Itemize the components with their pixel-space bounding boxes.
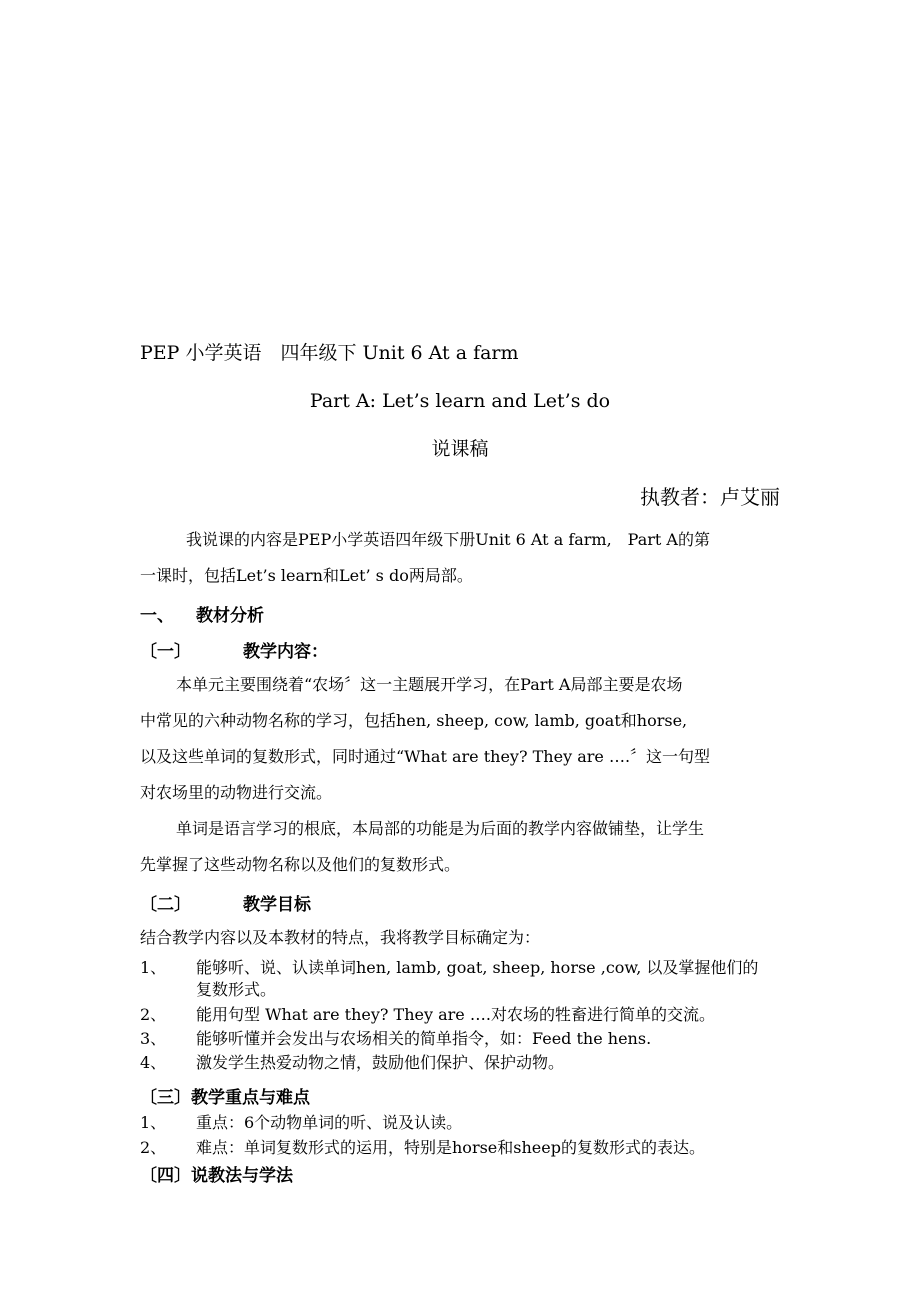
list-text: 能用句型 What are they? They are ….对农场的牲畜进行简单的交流。	[196, 1005, 715, 1024]
content-line-6: 先掌握了这些动物名称以及他们的复数形式。	[140, 855, 461, 874]
section-number: 一、	[140, 606, 174, 626]
list-item	[140, 1028, 790, 1050]
list-text: 激发学生热爱动物之情，鼓励他们保护、保护动物。	[196, 1053, 565, 1072]
section-title: 教材分析	[196, 606, 264, 626]
list-number: 1、	[140, 1113, 167, 1132]
list-item	[140, 1137, 790, 1159]
content-line-4: 对农场里的动物进行交流。	[140, 783, 333, 802]
content-line-5: 单词是语言学习的根底，本局部的功能是为后面的教学内容做铺垫，让学生	[176, 819, 705, 838]
subsection-title: 教学目标	[243, 895, 311, 915]
list-number: 1、	[140, 958, 167, 977]
subsection-heading-1	[140, 637, 328, 662]
content-line-1: 本单元主要围绕着“农场〞这一主题展开学习，在Part A局部主要是农场	[176, 675, 683, 694]
list-number: 2、	[140, 1005, 167, 1024]
list-number: 3、	[140, 1029, 167, 1048]
list-text-cont: 复数形式。	[196, 980, 277, 999]
list-text: 能够听、说、认读单词hen, lamb, goat, sheep, horse ,cow, 以及掌握他们的	[196, 958, 759, 977]
section-heading-1	[140, 601, 264, 626]
list-item	[140, 1052, 790, 1074]
doc-title-line1: PEP 小学英语 四年级下 Unit 6 At a farm	[140, 342, 519, 364]
subsection-heading-3: 〔三〕教学重点与难点	[140, 1088, 310, 1108]
subsection-number: 〔一〕	[140, 642, 191, 662]
list-text: 重点：6个动物单词的听、说及认读。	[196, 1113, 463, 1132]
doc-title-line2: Part A: Let’s learn and Let’s do	[309, 390, 611, 412]
goals-intro: 结合教学内容以及本教材的特点，我将教学目标确定为：	[140, 928, 541, 947]
intro-line-1: 我说课的内容是PEP小学英语四年级下册Unit 6 At a farm, Part A的第	[186, 530, 710, 549]
content-line-3: 以及这些单词的复数形式，同时通过“What are they? They are ….〞这一句型	[140, 747, 711, 766]
subsection-title: 教学内容：	[243, 642, 328, 662]
content-line-2: 中常见的六种动物名称的学习，包括hen, sheep, cow, lamb, goat和horse,	[140, 711, 688, 730]
list-number: 4、	[140, 1053, 167, 1072]
list-text: 难点：单词复数形式的运用，特别是horse和sheep的复数形式的表达。	[196, 1138, 705, 1157]
list-item	[140, 1004, 790, 1026]
doc-title-line3: 说课稿	[431, 438, 489, 460]
subsection-heading-2	[140, 890, 311, 915]
list-text: 能够听懂并会发出与农场相关的简单指令，如：Feed the hens.	[196, 1029, 652, 1048]
subsection-heading-4: 〔四〕说教法与学法	[140, 1166, 293, 1186]
list-number: 2、	[140, 1138, 167, 1157]
subsection-number: 〔二〕	[140, 895, 191, 915]
author-line: 执教者：卢艾丽	[640, 485, 780, 509]
list-item	[140, 1112, 790, 1134]
intro-line-2: 一课时，包括Let’s learn和Let’ s do两局部。	[140, 566, 473, 585]
list-item	[140, 957, 790, 1001]
